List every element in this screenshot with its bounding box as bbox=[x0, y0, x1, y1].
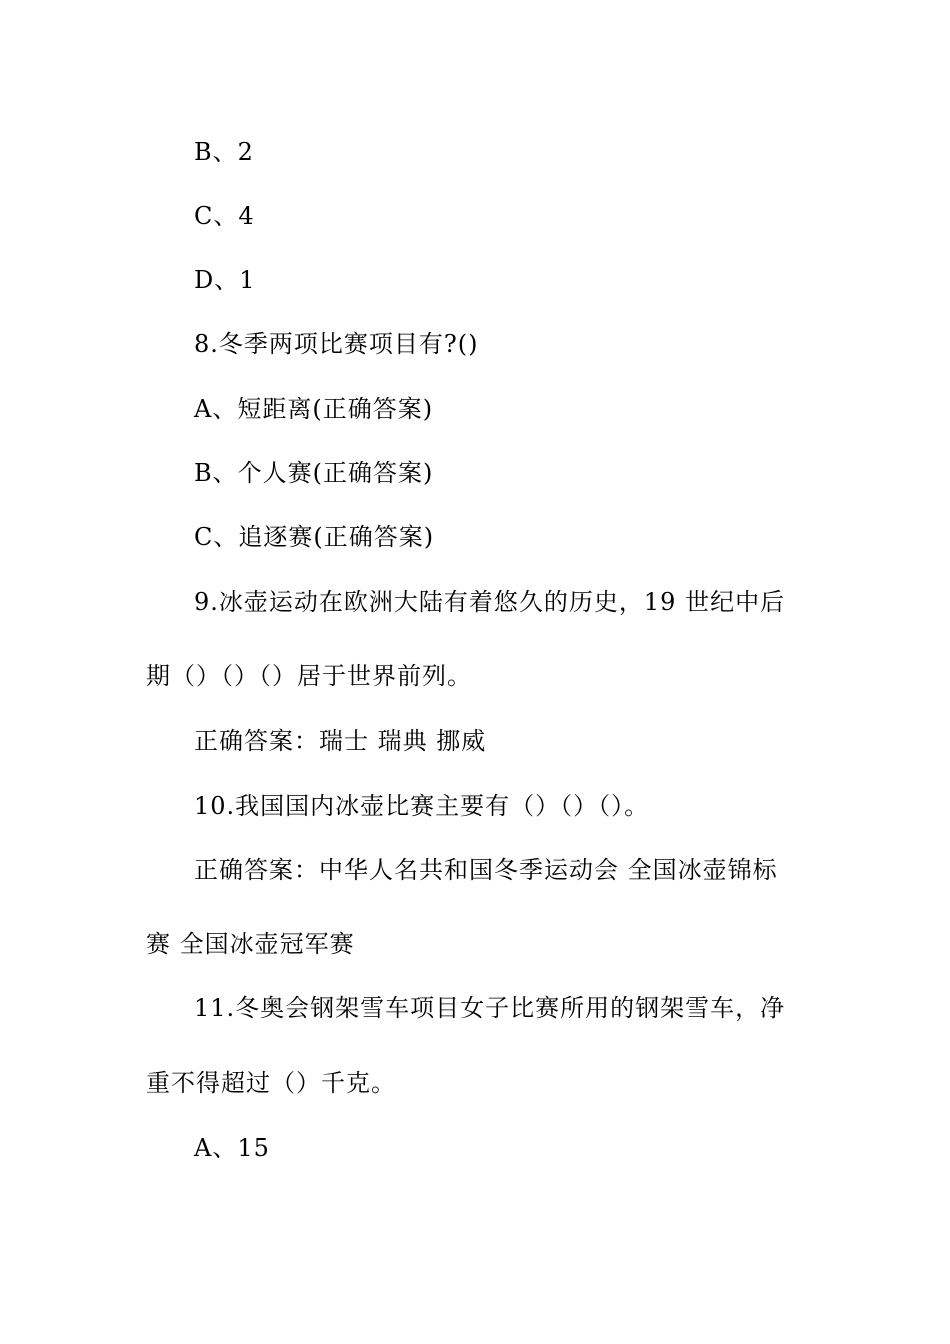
q11-option-a: A、15 bbox=[194, 1134, 270, 1162]
q8-question: 8.冬季两项比赛项目有?() bbox=[194, 330, 479, 358]
q11-question-line1: 11.冬奥会钢架雪车项目女子比赛所用的钢架雪车，净 bbox=[194, 994, 786, 1022]
q7-option-c: C、4 bbox=[194, 202, 255, 230]
q9-answer: 正确答案：瑞士 瑞典 挪威 bbox=[194, 727, 487, 755]
q10-answer-line2: 赛 全国冰壶冠军赛 bbox=[146, 930, 355, 958]
q10-answer-line1: 正确答案：中华人名共和国冬季运动会 全国冰壶锦标 bbox=[194, 856, 778, 884]
q9-question-line1: 9.冰壶运动在欧洲大陆有着悠久的历史，19 世纪中后 bbox=[194, 588, 786, 616]
q8-option-b: B、个人赛(正确答案) bbox=[194, 459, 434, 487]
q7-option-b: B、2 bbox=[194, 138, 254, 166]
q9-question-line2: 期（）（）（）居于世界前列。 bbox=[146, 662, 472, 690]
q11-question-line2: 重不得超过（）千克。 bbox=[146, 1069, 396, 1097]
q8-option-a: A、短距离(正确答案) bbox=[194, 395, 434, 423]
q8-option-c: C、追逐赛(正确答案) bbox=[194, 523, 435, 551]
q10-question: 10.我国国内冰壶比赛主要有（）（）（）。 bbox=[194, 792, 650, 820]
q7-option-d: D、1 bbox=[194, 266, 256, 294]
